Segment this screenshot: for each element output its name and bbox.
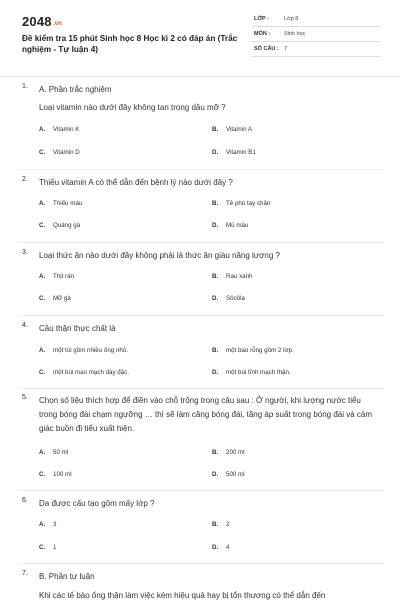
question-text: Cầu thận thực chất là <box>39 324 116 333</box>
question-text: A. Phần trắc nghiệm <box>39 85 112 94</box>
option-a[interactable]: A. một túi gồm nhiều ống nhỏ. <box>39 347 128 354</box>
header-divider <box>0 76 400 77</box>
meta-count-row <box>252 43 380 57</box>
question-number: 5. <box>22 394 28 401</box>
option-a[interactable]: A. Thịt rán <box>39 273 74 280</box>
option-d[interactable]: D. một búi tĩnh mạch thận. <box>212 369 291 376</box>
question-text: Da được cấu tạo gồm mấy lớp ? <box>39 499 155 508</box>
question-divider <box>18 490 384 491</box>
option-c[interactable]: C. Mỡ gà <box>39 295 71 302</box>
question-text: Khi các tế bào ống thận làm việc kém hiệu quả hay bị tổn thương có thể dẫn đến <box>39 591 326 600</box>
option-b[interactable]: B. 2 <box>212 521 230 528</box>
page-title: Đề kiểm tra 15 phút Sinh học 8 Học kì 2 có đáp án (Trắc nghiệm - Tự luận 4) <box>22 34 238 54</box>
option-b[interactable]: B. Vitamin A <box>212 126 253 133</box>
option-a[interactable]: A. Vitamin K <box>39 126 80 133</box>
question-text: Thiếu vitamin A có thể dẫn đến bệnh lý nào dưới đây ? <box>39 178 233 187</box>
meta-class-value: Lớp 8 <box>284 16 299 22</box>
question-number: 4. <box>22 322 28 329</box>
meta-class-row <box>252 13 380 27</box>
logo-suffix: .vn <box>52 21 63 27</box>
option-a[interactable]: A. Thiếu máu <box>39 200 83 207</box>
question-text: Chọn số liệu thích hợp để điền vào chỗ trống trong câu sau : Ở người, khi lượng nước tiểu trong bóng đái chạm ngưỡng … thì sẽ làm căng bóng đái, tăng áp suất trong bóng đái và cảm giác buồn đi tiểu xuất hiện. <box>39 396 373 433</box>
site-logo[interactable] <box>22 14 62 29</box>
option-d[interactable]: D. Mù màu <box>212 222 249 229</box>
option-d[interactable]: D. 500 ml <box>212 471 245 478</box>
option-a[interactable]: A. 3 <box>39 521 57 528</box>
meta-count-label: SỐ CÂU : <box>254 46 279 52</box>
option-a[interactable]: A. 50 ml <box>39 449 69 456</box>
option-b[interactable]: B. Tê phù tay chân <box>212 200 271 207</box>
question-number: 7. <box>22 570 28 577</box>
page-header <box>0 0 400 76</box>
option-c[interactable]: C. một búi mao mạch dày đặc. <box>39 369 130 376</box>
option-d[interactable]: D. Vitamin B1 <box>212 149 256 156</box>
question-text: B. Phần tự luận <box>39 572 95 581</box>
question-divider <box>18 563 384 564</box>
option-c[interactable]: C. 100 ml <box>39 471 72 478</box>
option-d[interactable]: D. 4 <box>212 544 230 551</box>
option-b[interactable]: B. một bao rỗng gồm 2 lớp. <box>212 347 294 354</box>
meta-count-value: 7 <box>284 46 288 52</box>
question-number: 6. <box>22 497 28 504</box>
option-c[interactable]: C. Quáng gà <box>39 222 81 229</box>
meta-subject-row <box>252 28 380 42</box>
question-number: 3. <box>22 249 28 256</box>
meta-subject-label: MÔN : <box>254 31 271 37</box>
question-divider <box>18 169 384 170</box>
question-number: 1. <box>22 83 28 90</box>
option-b[interactable]: B. Rau xanh <box>212 273 253 280</box>
option-d[interactable]: D. Sôcôla <box>212 295 245 302</box>
question-number: 2. <box>22 176 28 183</box>
question-divider <box>18 388 384 389</box>
option-b[interactable]: B. 200 ml <box>212 449 245 456</box>
question-divider <box>18 242 384 243</box>
meta-class-label: LỚP : <box>254 16 269 22</box>
meta-subject-value: Sinh học <box>284 31 306 37</box>
option-c[interactable]: C. Vitamin D <box>39 149 80 156</box>
question-divider <box>18 315 384 316</box>
option-c[interactable]: C. 1 <box>39 544 57 551</box>
question-text: Loại vitamin nào dưới đây không tan trong dầu mỡ ? <box>39 103 226 112</box>
question-text: Loại thức ăn nào dưới đây không phải là thức ăn giàu năng lượng ? <box>39 251 280 260</box>
question-7-body <box>0 589 400 600</box>
logo-text: 2048 <box>22 14 52 29</box>
